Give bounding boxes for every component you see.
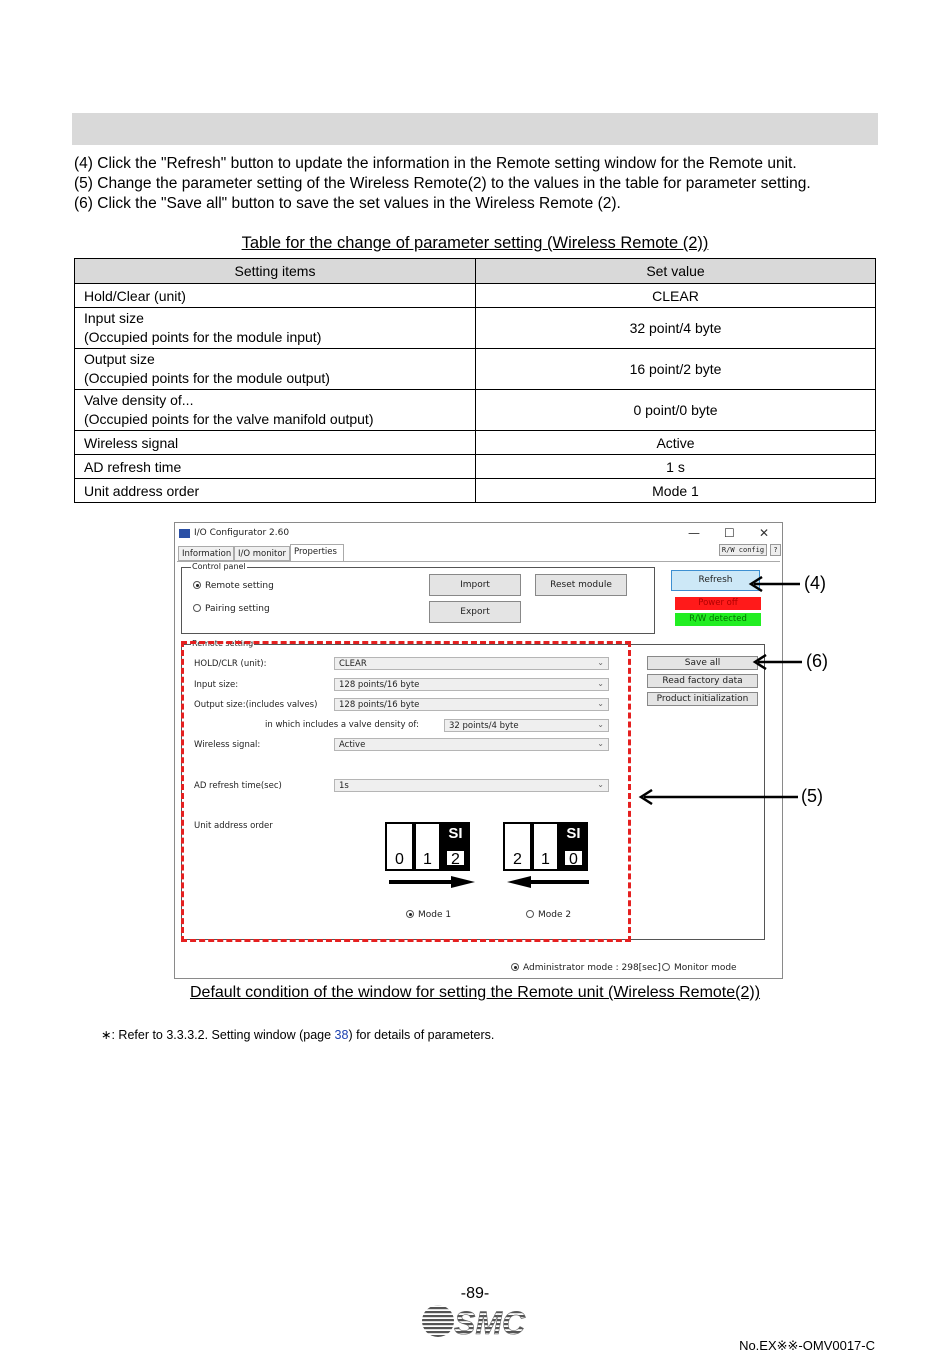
slot-number: 2 (445, 849, 466, 867)
maximize-icon[interactable]: ☐ (724, 526, 735, 540)
setting-item-line: (Occupied points for the module input) (84, 329, 322, 345)
select-value: 128 points/16 byte (339, 700, 420, 710)
refresh-button[interactable]: Refresh (671, 570, 760, 591)
reset-module-button[interactable]: Reset module (535, 574, 627, 596)
step-4: (4) Click the "Refresh" button to update the information in the Remote setting window for the Remote unit. (74, 155, 797, 172)
radio-selected-icon (193, 581, 201, 589)
document-number: No.EX※※-OMV0017-C (739, 1338, 875, 1353)
table-header-row (75, 259, 876, 284)
radio-selected-icon (511, 963, 519, 971)
page-link[interactable]: 38 (334, 1028, 349, 1042)
footnote (101, 1027, 494, 1042)
tab-io-monitor[interactable]: I/O monitor (234, 546, 290, 561)
instruction-steps (74, 154, 811, 214)
read-factory-data-button[interactable]: Read factory data (647, 674, 758, 688)
import-button[interactable]: Import (429, 574, 521, 596)
radio-label: Pairing setting (205, 604, 270, 614)
set-value: CLEAR (476, 284, 876, 308)
hold-clr-label: HOLD/CLR (unit): (194, 659, 267, 669)
tab-divider (177, 561, 780, 562)
column-header: Setting items (75, 259, 476, 284)
export-button[interactable]: Export (429, 601, 521, 623)
radio-unselected-icon (193, 604, 201, 612)
table-title: Table for the change of parameter setting (Wireless Remote (2)) (241, 234, 709, 252)
set-value: 16 point/2 byte (476, 349, 876, 390)
slot-number: 0 (395, 851, 404, 868)
save-all-button[interactable]: Save all (647, 656, 758, 670)
tab-information[interactable]: Information (178, 546, 234, 561)
slot-number: 1 (541, 851, 550, 868)
table-row (75, 390, 876, 431)
set-value: Active (476, 431, 876, 455)
close-icon[interactable]: ✕ (759, 526, 770, 540)
set-value: 32 point/4 byte (476, 308, 876, 349)
slot-number: 0 (563, 849, 584, 867)
table-row (75, 479, 876, 503)
smc-logo (420, 1303, 530, 1344)
minimize-icon[interactable]: — (688, 526, 700, 540)
section-header-bar (72, 113, 878, 145)
select-value: 1s (339, 781, 349, 791)
help-button[interactable]: ? (770, 544, 781, 556)
chevron-down-icon: ⌄ (597, 739, 604, 748)
si-label: SI (566, 825, 581, 842)
table-row (75, 308, 876, 349)
rw-detected-status: R/W detected (675, 613, 761, 626)
callout-4: (4) (804, 573, 826, 593)
input-size-label: Input size: (194, 680, 239, 690)
setting-item (75, 390, 476, 431)
set-value: 0 point/0 byte (476, 390, 876, 431)
step-6: (6) Click the "Save all" button to save the set values in the Wireless Remote (2). (74, 195, 621, 212)
select-value: 32 points/4 byte (449, 721, 519, 731)
setting-item-line: Output size (84, 351, 155, 367)
wireless-signal-label: Wireless signal: (194, 740, 261, 750)
callout-6: (6) (806, 651, 828, 671)
control-panel-label: Control panel (192, 562, 246, 571)
slot-number: 2 (513, 851, 522, 868)
step-5: (5) Change the parameter setting of the Wireless Remote(2) to the values in the table for parameter setting. (74, 175, 811, 192)
table-row (75, 455, 876, 479)
power-off-status: Power off (675, 597, 761, 610)
footnote-text: ) for details of parameters. (348, 1028, 495, 1042)
select-value: CLEAR (339, 659, 367, 669)
tab-properties[interactable]: Properties (290, 544, 344, 562)
select-value: Active (339, 740, 366, 750)
figure-caption: Default condition of the window for setting the Remote unit (Wireless Remote(2)) (189, 984, 761, 1001)
smc-logo-icon (420, 1303, 530, 1339)
chevron-down-icon: ⌄ (597, 720, 604, 729)
window-titlebar (175, 523, 782, 543)
remote-setting-label: Remote setting (192, 639, 254, 648)
monitor-mode-radio[interactable] (662, 963, 737, 973)
unit-address-order-label: Unit address order (194, 821, 273, 831)
page-number: -89- (460, 1285, 490, 1302)
slot-number: 1 (423, 851, 432, 868)
callout-arrow-5-icon (638, 789, 800, 805)
si-label: SI (448, 825, 463, 842)
callout-arrow-4-icon (748, 576, 802, 592)
footnote-text: ∗: Refer to 3.3.3.2. Setting window (page (101, 1028, 335, 1042)
setting-item: Hold/Clear (unit) (75, 284, 476, 308)
app-icon (179, 529, 190, 538)
radio-label: Monitor mode (674, 963, 737, 973)
ad-refresh-label: AD refresh time(sec) (194, 781, 282, 791)
radio-label: Remote setting (205, 581, 274, 591)
chevron-down-icon: ⌄ (597, 699, 604, 708)
rw-config-button[interactable]: R/W config (719, 544, 767, 556)
callout-arrow-6-icon (752, 654, 804, 670)
set-value: 1 s (476, 455, 876, 479)
setting-item-line: Input size (84, 310, 144, 326)
set-value: Mode 1 (476, 479, 876, 503)
setting-item: Wireless signal (75, 431, 476, 455)
radio-label: Mode 1 (418, 910, 452, 920)
io-configurator-window (174, 522, 783, 979)
parameter-table (74, 258, 876, 503)
highlight-dashed-frame (181, 641, 631, 942)
select-value: 128 points/16 byte (339, 680, 420, 690)
valve-density-label: in which includes a valve density of: (265, 720, 419, 730)
setting-item (75, 308, 476, 349)
setting-item: AD refresh time (75, 455, 476, 479)
table-row (75, 284, 876, 308)
chevron-down-icon: ⌄ (597, 679, 604, 688)
chevron-down-icon: ⌄ (597, 658, 604, 667)
logo-text: SMC (454, 1305, 526, 1339)
table-row (75, 349, 876, 390)
administrator-mode-radio[interactable] (511, 963, 661, 973)
pairing-setting-radio[interactable] (193, 604, 270, 614)
output-size-label: Output size:(includes valves) (194, 700, 318, 710)
column-header: Set value (476, 259, 876, 284)
setting-item: Unit address order (75, 479, 476, 503)
radio-unselected-icon (662, 963, 670, 971)
window-title: I/O Configurator 2.60 (194, 528, 290, 538)
radio-label: Mode 2 (538, 910, 572, 920)
radio-label: Administrator mode : 298[sec] (523, 963, 661, 973)
remote-setting-radio[interactable] (193, 581, 274, 591)
product-initialization-button[interactable]: Product initialization (647, 692, 758, 706)
setting-item (75, 349, 476, 390)
setting-item-line: (Occupied points for the valve manifold output) (84, 411, 374, 427)
setting-item-line: (Occupied points for the module output) (84, 370, 330, 386)
chevron-down-icon: ⌄ (597, 780, 604, 789)
callout-5: (5) (801, 786, 823, 806)
table-row (75, 431, 876, 455)
setting-item-line: Valve density of... (84, 392, 194, 408)
